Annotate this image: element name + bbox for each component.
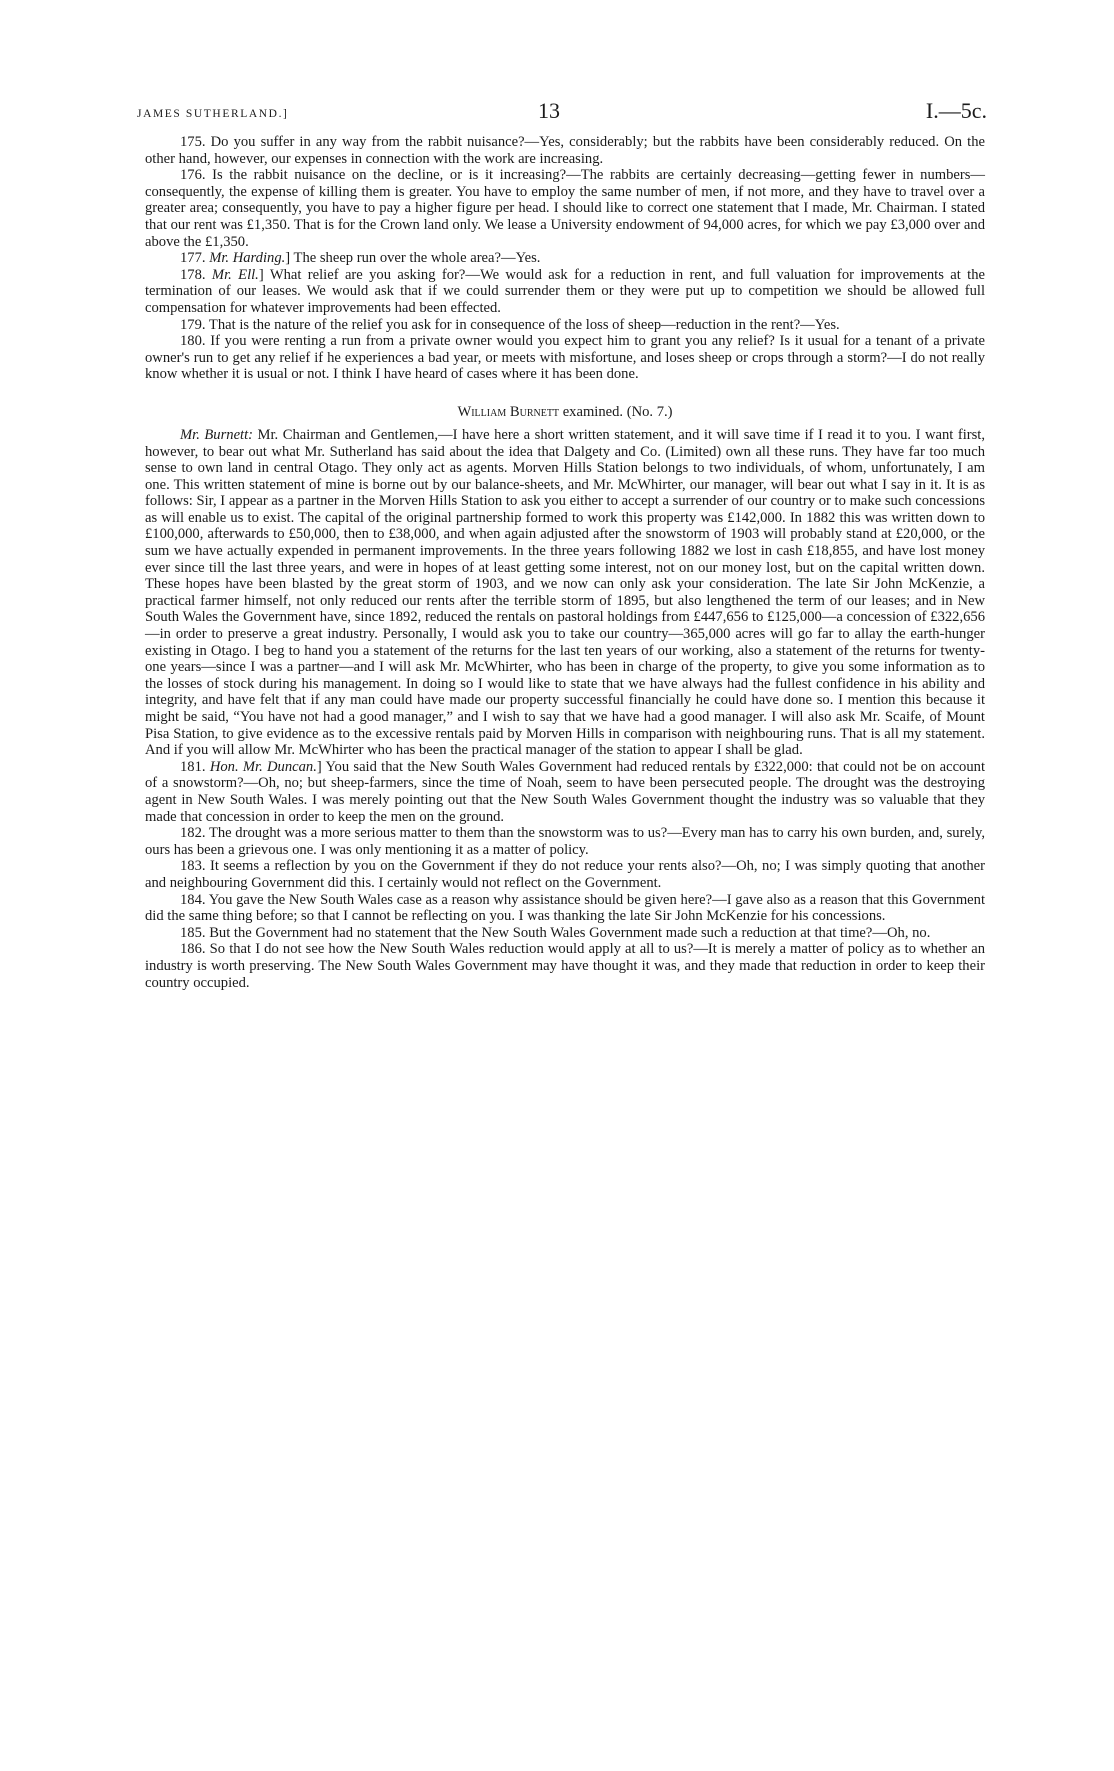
question-178: 178. Mr. Ell.] What relief are you asking for?—We would ask for a reduction in rent, and full valuation for improvements at the termination of our leases. We would ask that if we could surrender them or they were put up to competition we should be allowed full compensation for whatever improvements had been effected.	[145, 266, 986, 316]
witness-heading: William Burnett examined. (No. 7.)	[457, 403, 673, 420]
burnett-statement: Mr. Burnett: Mr. Chairman and Gentlemen,—I have here a short written statement, and it will save time if I read it to you. I want first, however, to bear out what Mr. Sutherland has said about the idea that Dalgety and Co. (Limited) own all these runs. They have far too much sense to own land in central Otago. They only act as agents. Morven Hills Station belongs to two individuals, of whom, unfortunately, I am one. This written statement of mine is borne out by our balance-sheets, and Mr. McWhirter, our manager, will bear out what I say in it. It is as follows: Sir, I appear as a partner in the Morven Hills Station to ask you either to accept a surrender of our country or to make such concessions as will enable us to exist. The capital of the original partnership formed to work this property was £142,000. In 1882 this was written down to £100,000, afterwards to £50,000, then to £38,000, and when again adjusted after the snowstorm of 1903 will probably stand at £20,000, or the sum we have actually expended in permanent improvements. In the three years following 1882 we lost in cash £18,855, and have lost money ever since till the last three years, and were in hopes of at least getting some interest, not on our money lost, but on the capital written down. These hopes have been blasted by the great storm of 1903, and we now can only ask your consideration. The late Sir John McKenzie, a practical farmer himself, not only reduced our rents after the terrible storm of 1895, but also lengthened the term of our leases; and in New South Wales the Government have, since 1892, reduced the rentals on pastoral holdings from £447,656 to £125,000—a concession of £322,656—in order to preserve a great industry. Personally, I would ask you to take our country—365,000 acres will go far to allay the earth-hunger existing in Otago. I beg to hand you a statement of the returns for the last ten years of our working, also a statement of the returns for twenty-one years—since I was a partner—and I will ask Mr. McWhirter, who has been in charge of the property, to give you some information as to the losses of stock during his management. In doing so I would like to state that we have always had the fullest confidence in his ability and integrity, and have felt that if any man could have made our property successful financially he could have done so. I mention this because it might be said, “You have not had a good manager,” and I wish to say that we have had a good manager. I will also ask Mr. Scaife, of Mount Pisa Station, to give evidence as to the excessive rentals paid by Morven Hills in comparison with neighbouring runs. That is all my statement. And if you will allow Mr. McWhirter who has been the practical manager of the station to appear I shall be glad.	[145, 426, 985, 759]
running-header	[137, 98, 987, 134]
question-185: 185. But the Government had no statement that the New South Wales Government made such a reduction at that time?—Oh, no.	[180, 924, 931, 941]
testimony-section-burnett	[145, 427, 985, 991]
document-reference: I.—5c.	[925, 98, 987, 123]
question-176: 176. Is the rabbit nuisance on the decline, or is it increasing?—The rabbits are certainly decreasing—getting fewer in numbers—consequently, the expense of killing them is greater. You have to employ the same number of men, if not more, and they have to travel over a greater area; consequently, you have to pay a higher figure per head. I should like to correct one statement that I made, Mr. Chairman. I stated that our rent was £1,350. That is for the Crown land only. We lease a University endowment of 94,000 acres, for which we pay £3,000 over and above the £1,350.	[145, 167, 985, 250]
document-page	[137, 98, 987, 991]
question-184: 184. You gave the New South Wales case as a reason why assistance should be given here?—I gave also as a reason that this Government did the same thing before; so that I cannot be reflecting on you. I was thanking the late Sir John McKenzie for his concessions.	[145, 891, 985, 925]
witness-name: William Burnett	[457, 403, 560, 420]
header-witness-name: JAMES SUTHERLAND.]	[137, 108, 289, 120]
question-181: 181. Hon. Mr. Duncan.] You said that the New South Wales Government had reduced rentals by £322,000: that could not be on account of a snowstorm?—Oh, no; but sheep-farmers, since the time of Noah, seem to have been persecuted people. The drought was the destroying agent in New South Wales. I was merely pointing out that the New South Wales Government thought the industry was so valuable that they made that concession in order to keep the men on the ground.	[145, 758, 986, 825]
question-177: 177. Mr. Harding.] The sheep run over the whole area?—Yes.	[180, 250, 541, 267]
speaker-name: Mr. Harding.	[209, 250, 286, 267]
question-183: 183. It seems a reflection by you on the Government if they do not reduce your rents also?—Oh, no; I was simply quoting that another and neighbouring Government did this. I certainly would not reflect on the Government.	[145, 858, 985, 891]
question-175: 175. Do you suffer in any way from the rabbit nuisance?—Yes, considerably; but the rabbits have been considerably reduced. On the other hand, however, our expenses in connection with the work are increasing.	[145, 134, 985, 167]
page-number: 13	[538, 98, 560, 123]
speaker-name: Mr. Ell.	[211, 266, 259, 283]
speaker-name: Hon. Mr. Duncan.	[209, 758, 317, 775]
question-180: 180. If you were renting a run from a private owner would you expect him to grant you any relief? Is it usual for a tenant of a private owner's run to get any relief if he experiences a bad year, or meets with misfortune, and loses sheep or crops through a storm?—I do not really know whether it is usual or not. I think I have heard of cases where it has been done.	[145, 333, 985, 383]
question-182: 182. The drought was a more serious matter to them than the snowstorm was to us?—Every man has to carry his own burden, and, surely, ours has been a grievous one. I was only mentioning it as a matter of policy.	[145, 825, 985, 858]
testimony-section-sutherland	[145, 134, 985, 383]
question-179: 179. That is the nature of the relief you ask for in consequence of the loss of sheep—reduction in the rent?—Yes.	[180, 316, 840, 333]
speaker-name: Mr. Burnett:	[180, 426, 254, 443]
question-186: 186. So that I do not see how the New South Wales reduction would apply at all to us?—It is merely a matter of policy as to whether an industry is worth preserving. The New South Wales Government may have thought it was, and they made that reduction in order to keep their country occupied.	[145, 941, 985, 991]
